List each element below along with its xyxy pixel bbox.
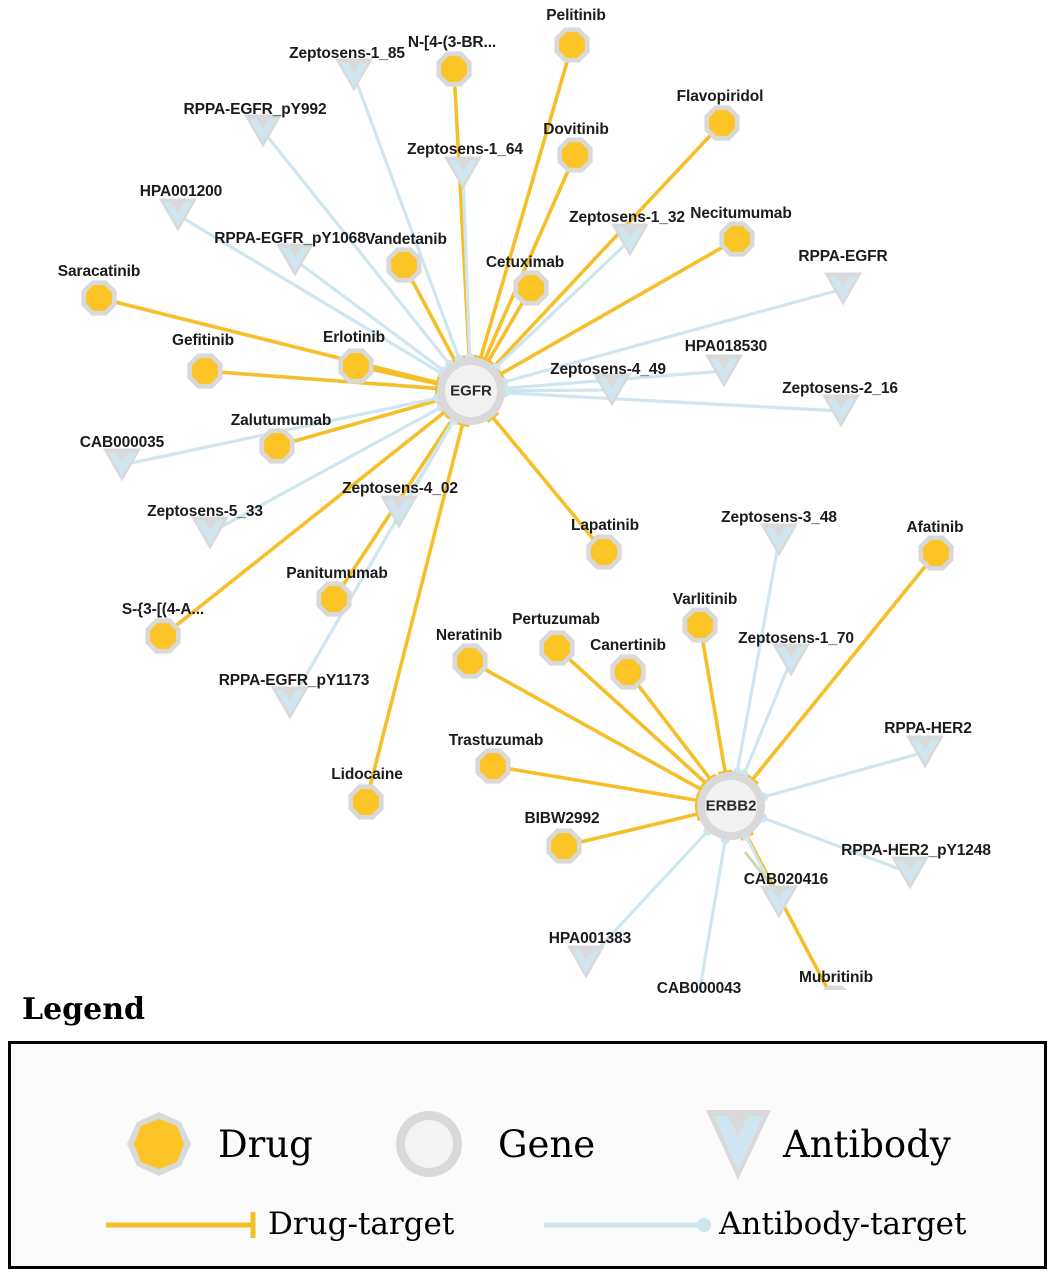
legend-drug-icon (127, 1112, 191, 1176)
node-label: S-{3-[(4-A... (121, 601, 205, 618)
node-label: Lidocaine (331, 766, 403, 783)
legend-label-gene: Gene (498, 1123, 596, 1166)
legend-label-drug-target: Drug-target (268, 1206, 455, 1242)
drug-node[interactable] (348, 784, 383, 819)
drug-node[interactable] (586, 534, 621, 569)
node-label: N-[4-(3-BR... (407, 34, 497, 51)
node-label: RPPA-EGFR_pY992 (183, 101, 327, 118)
legend-antibody-target-edge (544, 1218, 711, 1232)
drug-node[interactable] (539, 630, 574, 665)
drug-node[interactable] (386, 247, 421, 282)
node-label: Afatinib (906, 519, 964, 536)
drug-node[interactable] (513, 270, 548, 305)
drug-node[interactable] (719, 221, 754, 256)
node-label: Mubritinib (799, 969, 873, 986)
legend-label-antibody: Antibody (783, 1123, 951, 1166)
node-label: Zeptosens-1_64 (407, 141, 523, 158)
node-label: Zeptosens-1_32 (569, 209, 685, 226)
drug-node[interactable] (452, 643, 487, 678)
legend-title: Legend (22, 992, 146, 1027)
node-label: Cetuximab (485, 254, 565, 271)
node-label: Varlitinib (672, 591, 738, 608)
node-label: Zeptosens-5_33 (147, 503, 263, 520)
legend-antibody-icon (706, 1110, 771, 1180)
node-label: Vandetanib (365, 231, 447, 248)
node-label: Zeptosens-3_48 (721, 509, 837, 526)
node-label: Trastuzumab (448, 732, 544, 749)
node-label: Saracatinib (57, 263, 141, 280)
node-label: RPPA-EGFR_pY1173 (218, 672, 370, 689)
node-label: RPPA-HER2 (884, 720, 972, 737)
node-label: Neratinib (435, 627, 503, 644)
drug-node[interactable] (557, 137, 592, 172)
node-label: Zeptosens-2_16 (782, 380, 898, 397)
drug-node[interactable] (259, 428, 294, 463)
node-label: Pelitinib (546, 7, 606, 24)
node-label: Zalutumumab (230, 412, 332, 429)
legend-drug-target-edge (106, 1212, 253, 1238)
node-label: BIBW2992 (524, 810, 600, 827)
antibody-node[interactable] (244, 115, 282, 148)
antibody-node[interactable] (760, 886, 798, 919)
drug-node[interactable] (338, 348, 373, 383)
antibody-node[interactable] (772, 644, 810, 677)
node-label: Lapatinib (571, 517, 639, 534)
antibody-node[interactable] (444, 157, 482, 190)
drug-node[interactable] (187, 353, 222, 388)
legend-panel (8, 1041, 1047, 1269)
drug-node[interactable] (436, 51, 471, 86)
drug-node[interactable] (610, 654, 645, 689)
antibody-node[interactable] (906, 736, 944, 769)
drug-node[interactable] (704, 105, 739, 140)
node-label: HPA018530 (684, 338, 768, 355)
node-label: Zeptosens-4_49 (550, 361, 666, 378)
node-label: Pertuzumab (512, 611, 600, 628)
node-label: Panitumumab (286, 565, 388, 582)
antibody-node[interactable] (335, 59, 373, 92)
node-label: Zeptosens-4_02 (342, 480, 458, 497)
node-label: HPA001200 (139, 183, 223, 200)
node-label: RPPA-EGFR_pY1068 (214, 230, 366, 247)
legend-label-antibody-target: Antibody-target (719, 1206, 967, 1242)
node-label: Flavopiridol (676, 88, 764, 105)
legend-gene-icon (396, 1111, 462, 1177)
node-label: CAB020416 (743, 871, 829, 888)
antibody-node[interactable] (159, 199, 197, 232)
node-label: CAB000035 (79, 434, 165, 451)
drug-node[interactable] (918, 535, 953, 570)
gene-label: ERBB2 (705, 797, 757, 815)
node-label: Necitumumab (690, 205, 792, 222)
node-label: RPPA-HER2_pY1248 (841, 842, 991, 859)
node-label: Zeptosens-1_85 (289, 45, 405, 62)
antibody-node[interactable] (191, 517, 229, 550)
node-label: Canertinib (590, 637, 666, 654)
drug-node[interactable] (475, 748, 510, 783)
drug-node[interactable] (316, 581, 351, 616)
drug-node[interactable] (145, 618, 180, 653)
node-label: Erlotinib (323, 329, 385, 346)
legend-label-drug: Drug (218, 1123, 313, 1166)
antibody-node[interactable] (760, 524, 798, 557)
antibody-node[interactable] (567, 946, 605, 979)
node-label: Gefitinib (172, 332, 234, 349)
drug-node[interactable] (81, 280, 116, 315)
node-label: RPPA-EGFR (798, 248, 888, 265)
drug-node[interactable] (546, 828, 581, 863)
node-label: CAB000043 (656, 980, 742, 997)
node-label: HPA001383 (548, 930, 632, 947)
antibody-node[interactable] (271, 687, 309, 720)
gene-label: EGFR (450, 382, 492, 400)
antibody-node[interactable] (891, 857, 929, 890)
drug-node[interactable] (554, 27, 589, 62)
antibody-node[interactable] (103, 449, 141, 482)
node-label: Dovitinib (543, 121, 609, 138)
antibody-node[interactable] (824, 273, 862, 306)
drug-node[interactable] (682, 607, 717, 642)
node-label: Zeptosens-1_70 (738, 630, 854, 647)
